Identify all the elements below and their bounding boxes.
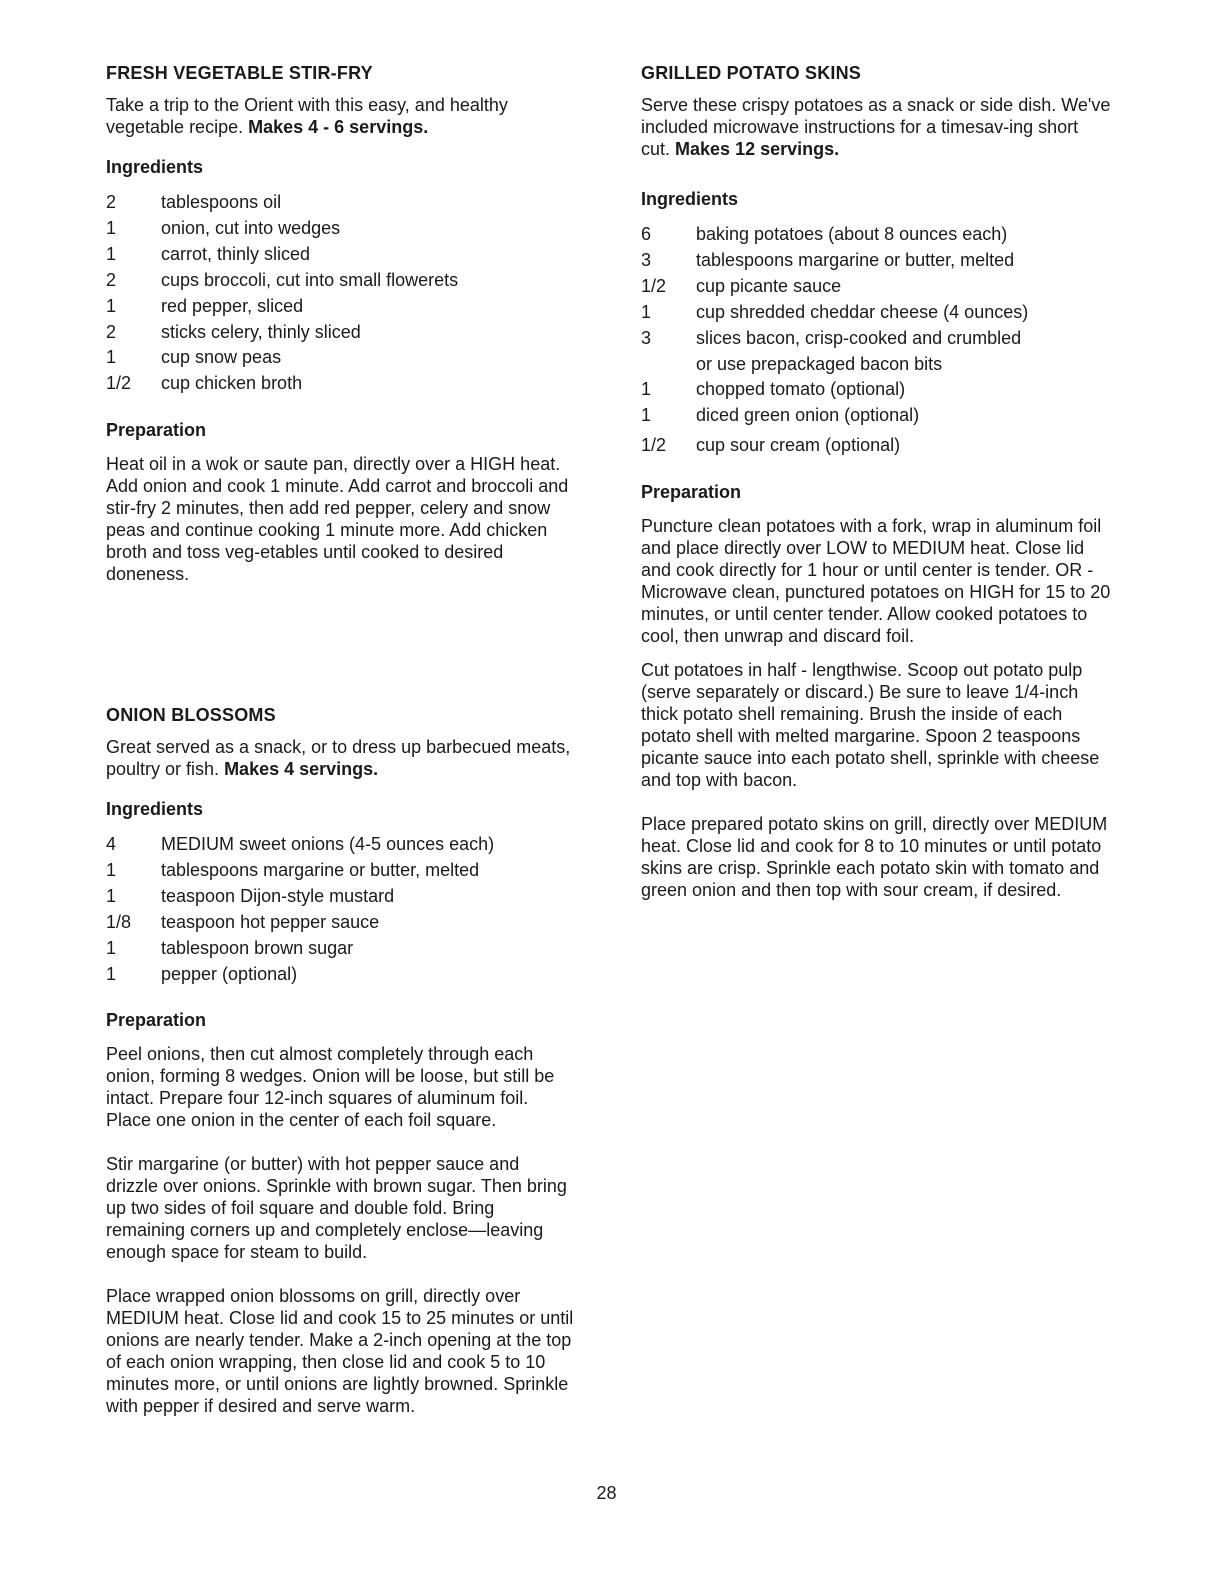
ingredient-item [641,433,1111,459]
ingredient-item [106,910,576,936]
recipe-intro [106,736,576,780]
preparation-paragraph: Place wrapped onion blossoms on grill, directly over MEDIUM heat. Close lid and cook 15 to 25 minutes or until onions are nearly tender. Make a 2-inch opening at the top of each onion wrapping, then close lid and cook 5 to 10 minutes more, or until onions are lightly browned. Sprinkle with pepper if desired and serve warm. [106,1286,574,1417]
ingredient-item [106,190,576,216]
ingredient-item [106,320,576,346]
ingredient-qty: 1/2 [641,435,667,456]
right-column [641,62,1111,901]
ingredient-item [641,377,1111,403]
ingredient-item [106,884,576,910]
ingredient-qty: 1 [641,379,652,400]
preparation-paragraph: Heat oil in a wok or saute pan, directly over a HIGH heat. Add onion and cook 1 minute. Add carrot and broccoli and stir-fry 2 minutes, then add red pepper, celery and snow peas and continue cooking 1 minute more. Add chicken broth and toss veg-etables until cooked to desired doneness. [106,454,569,585]
recipe-intro [641,94,1111,160]
ingredient-text: MEDIUM sweet onions (4-5 ounces each) [161,834,495,854]
ingredient-item [641,403,1111,429]
ingredient-item [641,222,1111,248]
ingredient-qty: 2 [106,321,117,342]
ingredient-item [641,248,1111,274]
preparation-heading: Preparation [106,420,207,441]
preparation-paragraph: Peel onions, then cut almost completely through each onion, forming 8 wedges. Onion will be loose, but still be intact. Prepare four 12-inch squares of aluminum foil. Place one onion in the center of each foil square. [106,1044,555,1131]
ingredient-qty: 4 [106,834,117,854]
ingredient-item [106,242,576,268]
ingredient-text: cup snow peas [161,347,282,368]
ingredient-item [106,371,576,397]
servings: Makes 4 - 6 servings. [248,117,429,137]
ingredient-text: teaspoon Dijon-style mustard [161,885,395,906]
ingredient-text: tablespoons margarine or butter, melted [696,249,1015,270]
recipe-title: GRILLED POTATO SKINS [641,63,862,83]
ingredient-qty: 1/8 [106,911,132,932]
recipe-title: ONION BLOSSOMS [106,705,276,725]
ingredient-list [106,190,576,397]
servings: Makes 12 servings. [675,139,840,159]
ingredient-text: diced green onion (optional) [696,405,920,426]
ingredient-qty: 1/2 [641,275,667,296]
preparation-paragraph: Stir margarine (or butter) with hot pepper sauce and drizzle over onions. Sprinkle with brown sugar. Then bring up two sides of foil square and double fold. Bring remaining corners up and completely enclose—leaving enough space for steam to build. [106,1154,567,1263]
recipe-title: FRESH VEGETABLE STIR-FRY [106,63,373,83]
ingredient-qty: 6 [641,224,652,244]
ingredient-text: cup chicken broth [161,373,303,394]
ingredient-item [641,300,1111,326]
ingredient-item [106,936,576,962]
ingredient-qty: 3 [641,249,652,270]
page-number: 28 [596,1483,617,1503]
recipe-onion-blossoms [106,704,576,1417]
ingredient-qty: 1 [106,295,117,316]
ingredient-qty: 1 [641,301,652,322]
ingredient-text: cup sour cream (optional) [696,435,901,456]
ingredient-text: or use prepackaged bacon bits [696,353,943,374]
recipe-stir-fry [106,62,576,585]
ingredient-qty: 3 [641,327,652,348]
ingredient-qty: 2 [106,269,117,290]
recipe-grilled-potato-skins [641,62,1111,901]
ingredient-list [641,222,1111,459]
ingredient-text: carrot, thinly sliced [161,243,311,264]
ingredient-text: cup picante sauce [696,275,842,296]
left-column [106,62,576,1417]
ingredients-heading: Ingredients [106,799,204,819]
servings: Makes 4 servings. [224,759,379,779]
intro-text: Great served as a snack, or to dress up barbecued meats, poultry or fish. [106,737,571,779]
ingredient-text: teaspoon hot pepper sauce [161,911,380,932]
ingredients-heading: Ingredients [641,189,739,209]
preparation-paragraph: Cut potatoes in half - lengthwise. Scoop out potato pulp (serve separately or discard.) Be sure to leave 1/4-inch thick potato shell remaining. Brush the inside of each potato shell with melted margarine. Spoon 2 teaspoons picante sauce into each potato shell, sprinkle with cheese and top with bacon. [641,660,1100,791]
preparation-heading: Preparation [106,1010,207,1031]
ingredient-list [106,832,576,987]
ingredient-item [106,294,576,320]
ingredients-heading: Ingredients [106,157,204,177]
ingredient-qty: 1 [641,405,652,426]
ingredient-qty: 1 [106,885,117,906]
ingredient-text: cup shredded cheddar cheese (4 ounces) [696,301,1029,322]
ingredient-item [106,832,576,858]
ingredient-text: baking potatoes (about 8 ounces each) [696,224,1008,244]
ingredient-text: tablespoon brown sugar [161,937,354,958]
ingredient-qty [641,352,696,378]
ingredient-qty: 1 [106,347,117,368]
ingredient-qty: 1/2 [106,373,132,394]
recipe-intro [106,94,576,138]
ingredient-text: chopped tomato (optional) [696,379,906,400]
ingredient-item [641,352,1111,378]
ingredient-item [641,326,1111,352]
preparation-heading: Preparation [641,482,742,503]
ingredient-item [106,962,576,988]
ingredient-text: tablespoons margarine or butter, melted [161,859,480,880]
preparation-paragraph: Place prepared potato skins on grill, directly over MEDIUM heat. Close lid and cook for 8 to 10 minutes or until potato skins are crisp. Sprinkle each potato skin with tomato and green onion and then top with sour cream, if desired. [641,814,1108,901]
ingredient-item [106,268,576,294]
ingredient-text: onion, cut into wedges [161,217,341,238]
ingredient-text: cups broccoli, cut into small flowerets [161,269,459,290]
ingredient-text: sticks celery, thinly sliced [161,321,361,342]
ingredient-qty: 1 [106,859,117,880]
intro-text: Serve these crispy potatoes as a snack or side dish. We've included microwave instructions for a timesav-ing short cut. [641,95,1111,159]
preparation-paragraph: Puncture clean potatoes with a fork, wrap in aluminum foil and place directly over LOW to MEDIUM heat. Close lid and cook directly for 1 hour or until center is tender. OR - Microwave clean, punctured potatoes on HIGH for 15 to 20 minutes, or until center tender. Allow cooked potatoes to cool, then unwrap and discard foil. [641,516,1111,647]
ingredient-text: pepper (optional) [161,963,298,984]
ingredient-qty: 1 [106,963,117,984]
ingredient-qty: 1 [106,217,117,238]
ingredient-text: red pepper, sliced [161,295,304,316]
ingredient-item [641,274,1111,300]
ingredient-text: tablespoons oil [161,192,282,212]
ingredient-item [106,216,576,242]
ingredient-item [106,858,576,884]
ingredient-qty: 1 [106,937,117,958]
ingredient-qty: 1 [106,243,117,264]
ingredient-qty: 2 [106,192,117,212]
intro-text: Take a trip to the Orient with this easy, and healthy vegetable recipe. [106,95,508,137]
ingredient-item [106,345,576,371]
ingredient-text: slices bacon, crisp-cooked and crumbled [696,327,1022,348]
